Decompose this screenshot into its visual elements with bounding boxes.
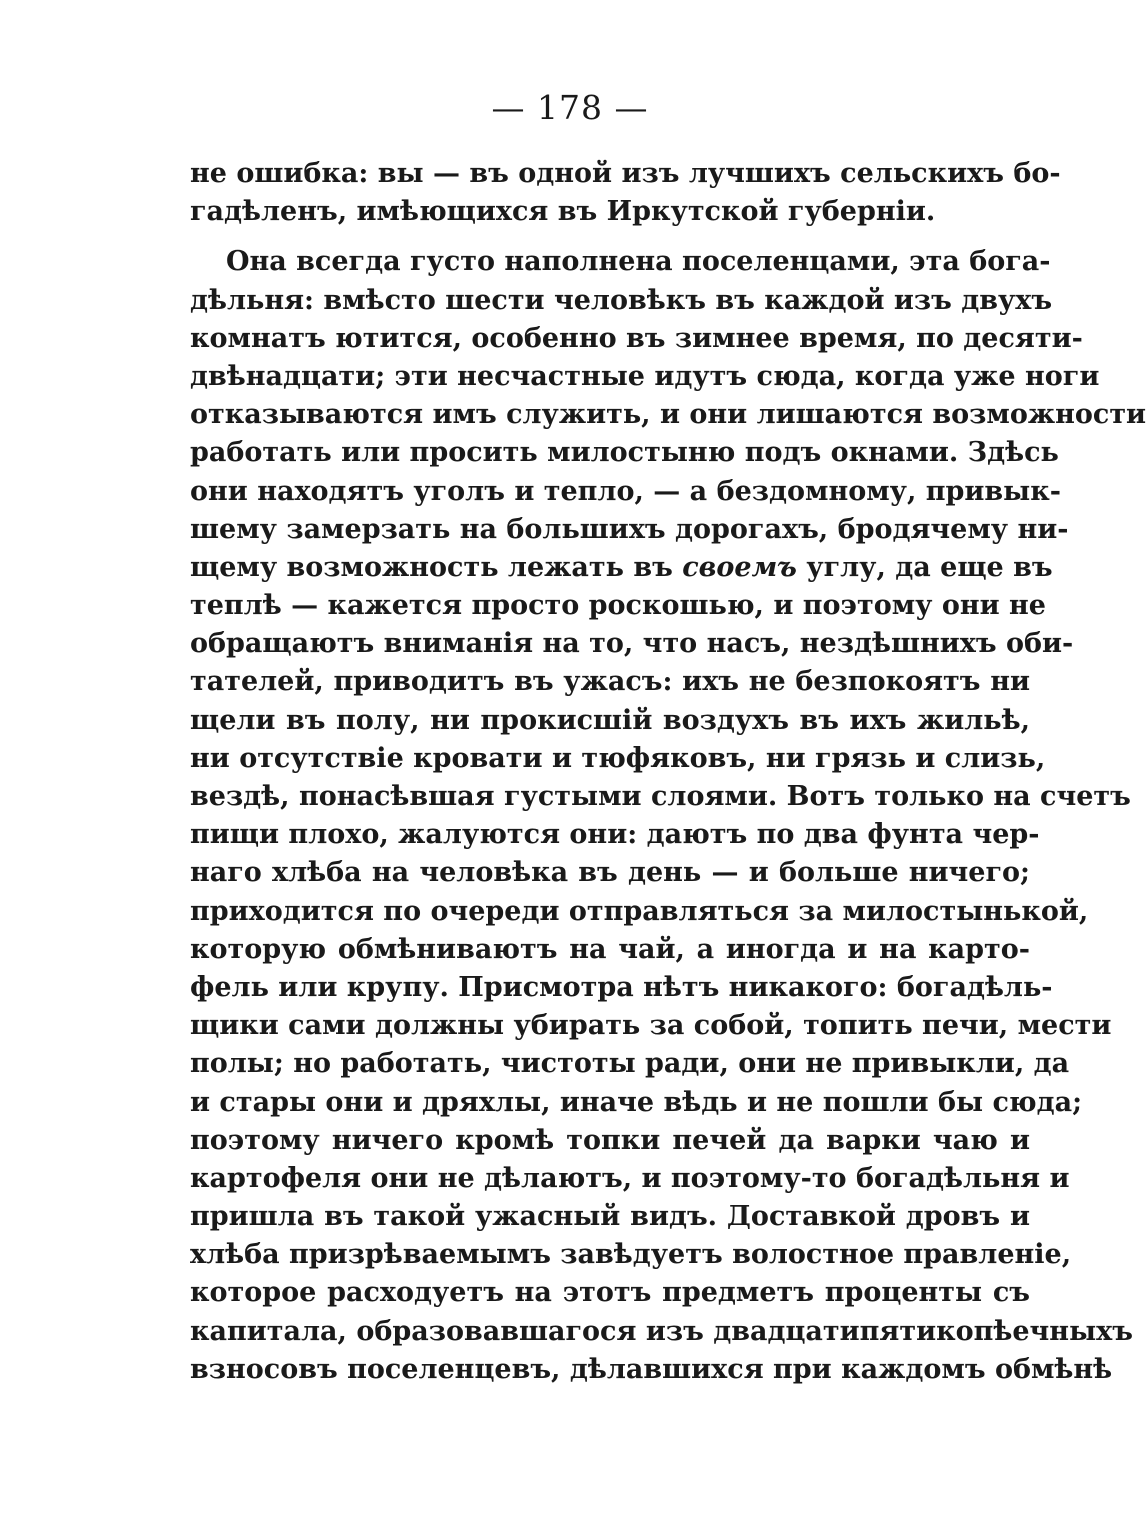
text-line: теплѣ — кажется просто роскошью, и поэтому они не	[190, 590, 1046, 622]
text-line: гадѣленъ, имѣющихся въ Иркутской губерніи.	[190, 196, 936, 228]
text-line: которую обмѣниваютъ на чай, а иногда и на карто-	[190, 933, 1030, 965]
page-number: — 178 —	[491, 88, 649, 127]
body-text	[190, 155, 1146, 1389]
text-segment: углу, да еще въ	[806, 551, 1053, 583]
text-line: поэтому ничего кромѣ топки печей да варки чаю и	[190, 1124, 1030, 1156]
text-line: тателей, приводитъ въ ужасъ: ихъ не безпокоятъ ни	[190, 666, 1030, 698]
text-line: они находятъ уголъ и тепло, — а бездомному, привык-	[190, 475, 1061, 507]
text-segment: щему возможность лежать въ	[190, 551, 673, 583]
text-line: комнатъ ютится, особенно въ зимнее время, по десяти-	[190, 322, 1083, 354]
text-line: приходится по очереди отправляться за милостынькой,	[190, 895, 1089, 927]
text-line: картофеля они не дѣлаютъ, и поэтому-то богадѣльня и	[190, 1162, 1070, 1194]
text-line: двѣнадцати; эти несчастные идутъ сюда, когда уже ноги	[190, 360, 1100, 392]
text-line: вездѣ, понасѣвшая густыми слоями. Вотъ только на счетъ	[190, 781, 1131, 812]
text-line: и стары они и дряхлы, иначе вѣдь и не пошли бы сюда;	[190, 1086, 1083, 1118]
text-line: не ошибка: вы — въ одной изъ лучшихъ сельскихъ бо-	[190, 158, 1061, 189]
text-line: капитала, образовавшагося изъ двадцатипятикопѣечныхъ	[190, 1315, 1133, 1347]
text-line: работать или просить милостыню подъ окнами. Здѣсь	[190, 437, 1059, 469]
text-line: дѣльня: вмѣсто шести человѣкъ въ каждой изъ двухъ	[190, 284, 1053, 316]
italic-word: своемъ	[682, 551, 797, 583]
text-line: обращаютъ вниманія на то, что насъ, нездѣшнихъ оби-	[190, 628, 1074, 660]
text-line: наго хлѣба на человѣка въ день — и больше ничего;	[190, 857, 1030, 889]
text-line: пришла въ такой ужасный видъ. Доставкой дровъ и	[190, 1201, 1030, 1233]
text-line: Она всегда густо наполнена поселенцами, эта бога-	[226, 246, 1051, 278]
text-line: щики сами должны убирать за собой, топить печи, мести	[190, 1010, 1112, 1042]
text-line: взносовъ поселенцевъ, дѣлавшихся при каждомъ обмѣнѣ	[190, 1353, 1113, 1385]
text-line: отказываются имъ служить, и они лишаются возможности	[190, 399, 1146, 431]
text-line: фель или крупу. Присмотра нѣтъ никакого: богадѣль-	[190, 971, 1053, 1003]
text-line: полы; но работать, чистоты ради, они не привыкли, да	[190, 1048, 1070, 1080]
paragraph-gap	[190, 231, 1030, 243]
text-line: пищи плохо, жалуются они: даютъ по два фунта чер-	[190, 819, 1040, 851]
text-line-mixed	[190, 549, 1053, 587]
text-line: хлѣба призрѣваемымъ завѣдуетъ волостное правленіе,	[190, 1239, 1072, 1271]
text-line: щели въ полу, ни прокисшій воздухъ въ ихъ жильѣ,	[190, 704, 1030, 736]
text-line: шему замерзать на большихъ дорогахъ, бродячему ни-	[190, 513, 1069, 545]
text-line: которое расходуетъ на этотъ предметъ проценты съ	[190, 1277, 1030, 1309]
text-line: ни отсутствіе кровати и тюфяковъ, ни грязь и слизь,	[190, 742, 1046, 774]
